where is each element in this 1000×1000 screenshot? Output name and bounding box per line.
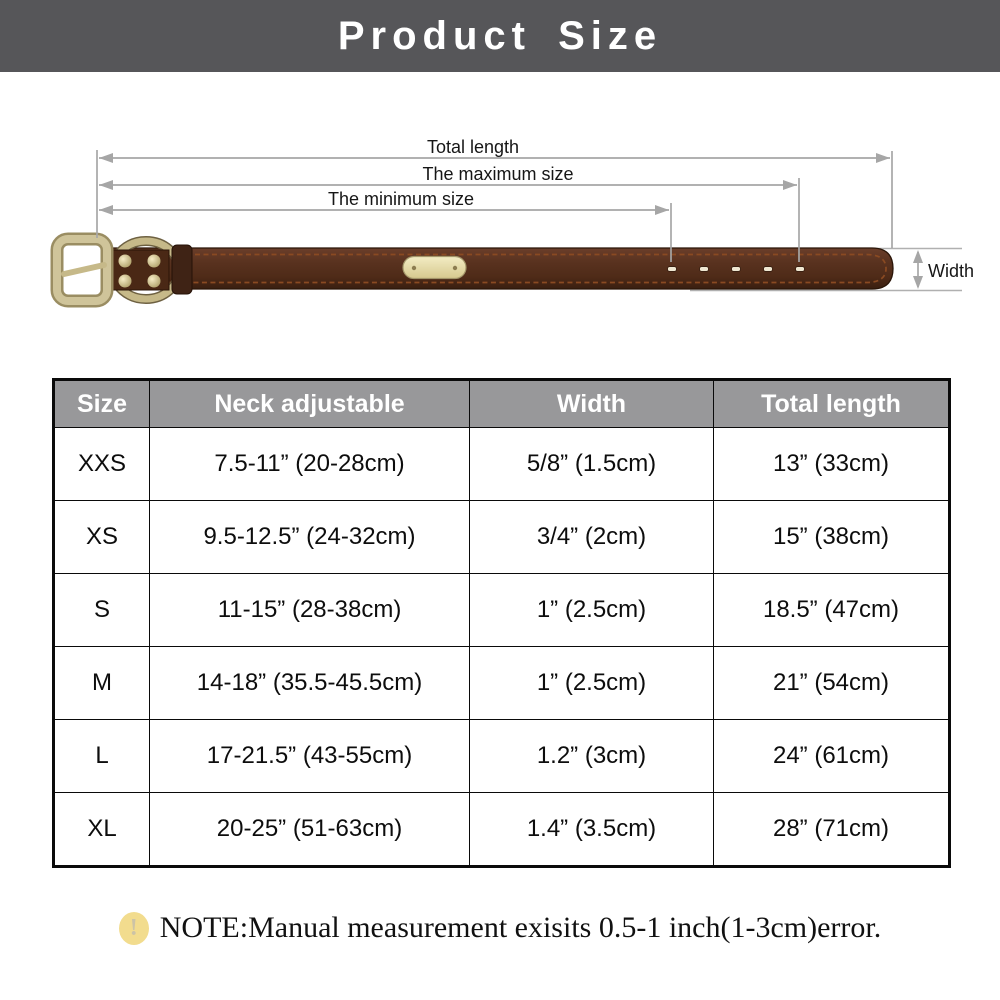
cell-neck: 7.5-11” (20-28cm) — [150, 428, 470, 501]
table-row — [54, 501, 950, 574]
collar-strap — [104, 248, 893, 289]
table-row — [54, 647, 950, 720]
cell-width: 3/4” (2cm) — [470, 501, 714, 574]
note — [0, 906, 1000, 950]
cell-width: 1.4” (3.5cm) — [470, 793, 714, 867]
cell-total: 28” (71cm) — [714, 793, 950, 867]
rivet-plate — [111, 250, 169, 290]
header-total-length: Total length — [714, 380, 950, 428]
cell-total: 18.5” (47cm) — [714, 574, 950, 647]
header-neck: Neck adjustable — [150, 380, 470, 428]
table-row — [54, 793, 950, 867]
buckle-prong — [64, 265, 104, 274]
table-row — [54, 574, 950, 647]
total-length-label: Total length — [426, 137, 520, 157]
cell-size: M — [54, 647, 150, 720]
cell-width: 1.2” (3cm) — [470, 720, 714, 793]
rivet — [119, 255, 132, 268]
page-title: Product Size — [337, 13, 663, 58]
cell-width: 5/8” (1.5cm) — [470, 428, 714, 501]
cell-total: 24” (61cm) — [714, 720, 950, 793]
minimum-size-label: The minimum size — [327, 189, 475, 209]
cell-size: XL — [54, 793, 150, 867]
cell-neck: 14-18” (35.5-45.5cm) — [150, 647, 470, 720]
cell-size: S — [54, 574, 150, 647]
cell-width: 1” (2.5cm) — [470, 647, 714, 720]
size-table — [52, 378, 951, 868]
header-size: Size — [54, 380, 150, 428]
exclamation-icon: ! — [119, 912, 149, 945]
table-row — [54, 720, 950, 793]
cell-size: XXS — [54, 428, 150, 501]
cell-neck: 17-21.5” (43-55cm) — [150, 720, 470, 793]
note-text: NOTE:Manual measurement exisits 0.5-1 inch(1-3cm)error. — [159, 911, 882, 944]
cell-neck: 20-25” (51-63cm) — [150, 793, 470, 867]
cell-size: L — [54, 720, 150, 793]
keeper-loop — [172, 245, 192, 294]
width-label: Width — [928, 261, 975, 281]
maximum-size-label: The maximum size — [422, 164, 574, 184]
cell-total: 21” (54cm) — [714, 647, 950, 720]
cell-size: XS — [54, 501, 150, 574]
table-header-row — [54, 380, 950, 428]
cell-neck: 11-15” (28-38cm) — [150, 574, 470, 647]
rivet — [148, 255, 161, 268]
header-width: Width — [470, 380, 714, 428]
name-plate — [403, 257, 466, 279]
collar-diagram — [0, 0, 1000, 378]
rivet — [148, 275, 161, 288]
cell-width: 1” (2.5cm) — [470, 574, 714, 647]
rivet — [119, 275, 132, 288]
cell-neck: 9.5-12.5” (24-32cm) — [150, 501, 470, 574]
cell-total: 15” (38cm) — [714, 501, 950, 574]
buckle — [57, 239, 107, 301]
table-row — [54, 428, 950, 501]
cell-total: 13” (33cm) — [714, 428, 950, 501]
